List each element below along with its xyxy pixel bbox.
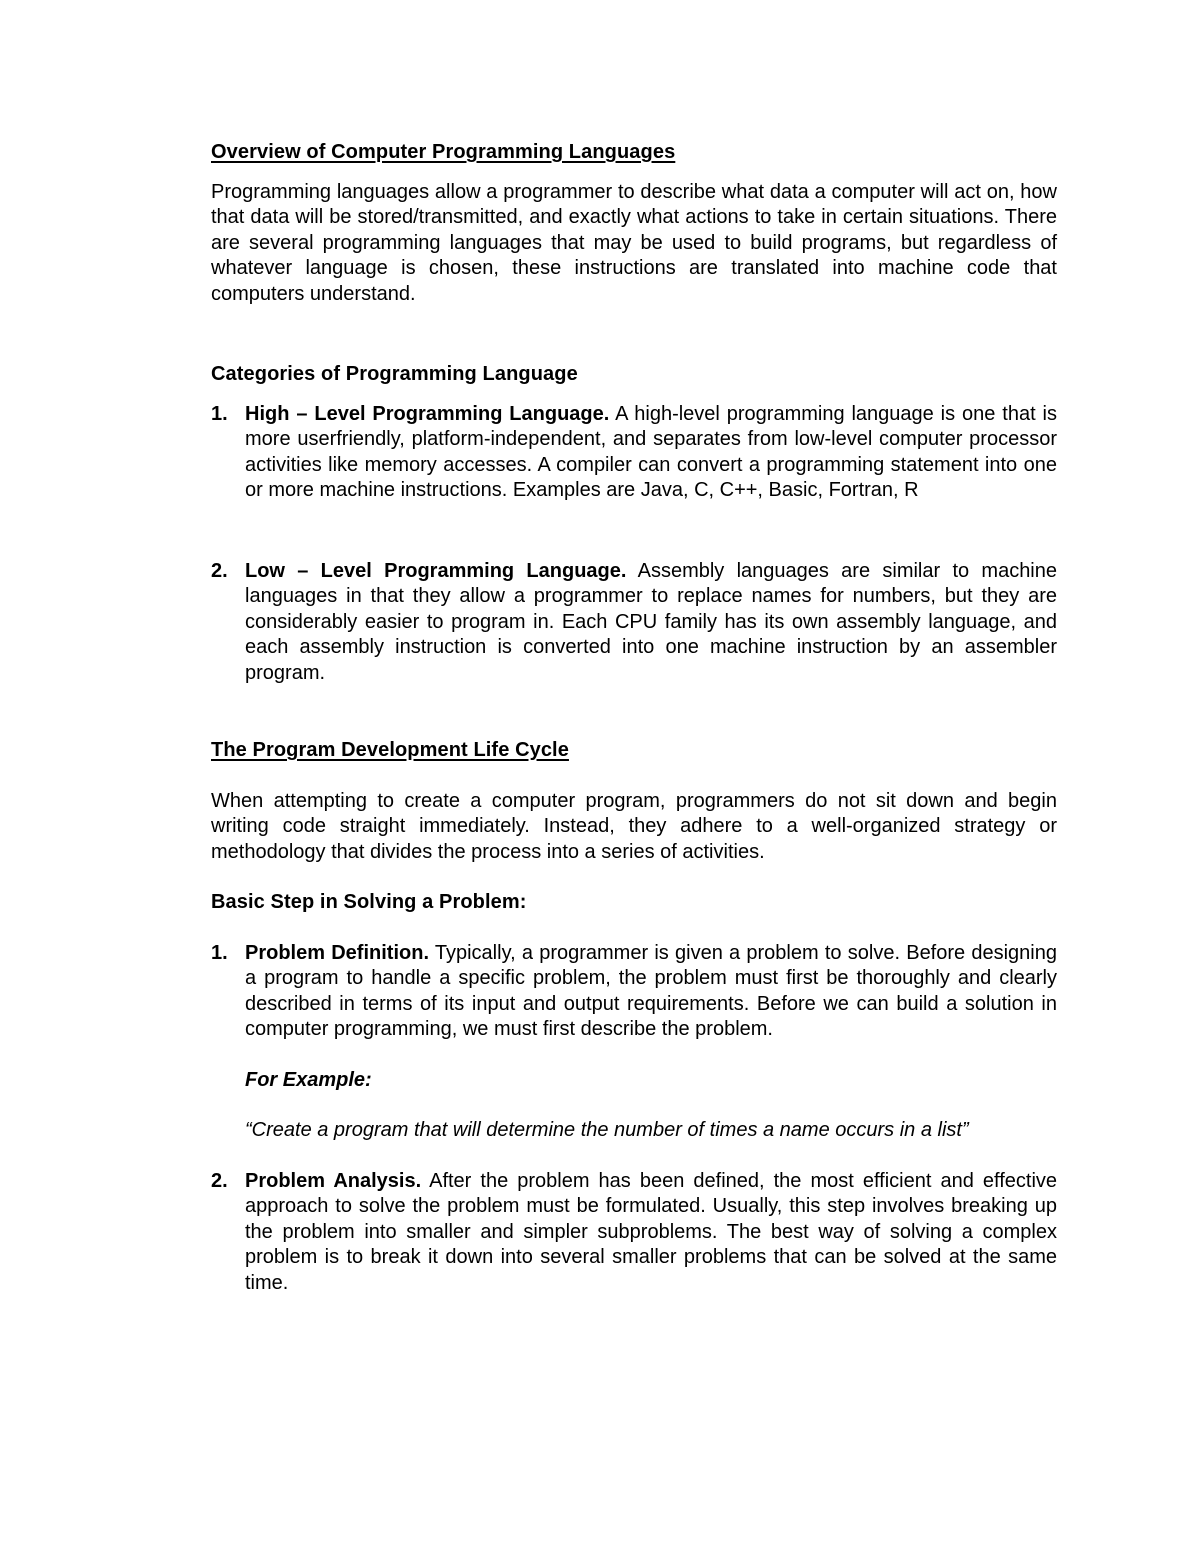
list-text: After the problem has been defined, the most efficient and effective approach to solve the problem must be formulated. Usually, this step involves breaking up the problem into smaller and simpler subproblems. The best way of solving a complex problem is to break it down into several smaller problems that can be solved at the same time. bbox=[245, 1169, 1058, 1294]
list-term: High – Level Programming Language. bbox=[245, 402, 610, 425]
basic-steps-heading: Basic Step in Solving a Problem: bbox=[211, 891, 527, 913]
step-item-problem-definition bbox=[211, 941, 1057, 1043]
category-item-high-level bbox=[211, 402, 1057, 504]
list-term: Problem Definition. bbox=[245, 941, 430, 964]
list-number: 1. bbox=[211, 402, 228, 425]
list-term: Low – Level Programming Language. bbox=[245, 559, 627, 582]
document-body bbox=[211, 140, 1057, 1296]
pdlc-heading: The Program Development Life Cycle bbox=[211, 739, 569, 761]
list-number: 1. bbox=[211, 941, 228, 964]
overview-heading: Overview of Computer Programming Languages bbox=[211, 141, 676, 163]
list-text: A high-level programming language is one that is more userfriendly, platform-independent, and separates from low-level computer processor activities like memory accesses. A compiler can convert a programming statement into one or more machine instructions. Examples are Java, C, C++, Basic, Fortran, R bbox=[245, 402, 1057, 501]
category-item-low-level bbox=[211, 559, 1057, 687]
example-quote: “Create a program that will determine the number of times a name occurs in a list” bbox=[245, 1119, 969, 1141]
list-number: 2. bbox=[211, 559, 228, 582]
list-term: Problem Analysis. bbox=[245, 1169, 422, 1192]
list-text: Typically, a programmer is given a problem to solve. Before designing a program to handle a specific problem, the problem must first be thoroughly and clearly described in terms of its input and output requirements. Before we can build a solution in computer programming, we must first describe the problem. bbox=[245, 941, 1057, 1040]
list-number: 2. bbox=[211, 1169, 228, 1192]
categories-heading: Categories of Programming Language bbox=[211, 363, 578, 385]
list-text: Assembly languages are similar to machine languages in that they allow a programmer to replace names for numbers, but they are considerably easier to program in. Each CPU family has its own assembly language, and each assembly instruction is converted into one machine instruction by an assembler program. bbox=[245, 559, 1058, 684]
example-label: For Example: bbox=[245, 1068, 372, 1091]
overview-paragraph: Programming languages allow a programmer to describe what data a computer will act on, how that data will be stored/transmitted, and exactly what actions to take in certain situations. There are several programming languages that may be used to build programs, but regardless of whatever language is chosen, these instructions are translated into machine code that computers understand. bbox=[211, 180, 1057, 305]
step-item-problem-analysis bbox=[211, 1169, 1057, 1297]
pdlc-paragraph: When attempting to create a computer program, programmers do not sit down and begin writing code straight immediately. Instead, they adhere to a well-organized strategy or methodology that divides the process into a series of activities. bbox=[211, 789, 1057, 863]
